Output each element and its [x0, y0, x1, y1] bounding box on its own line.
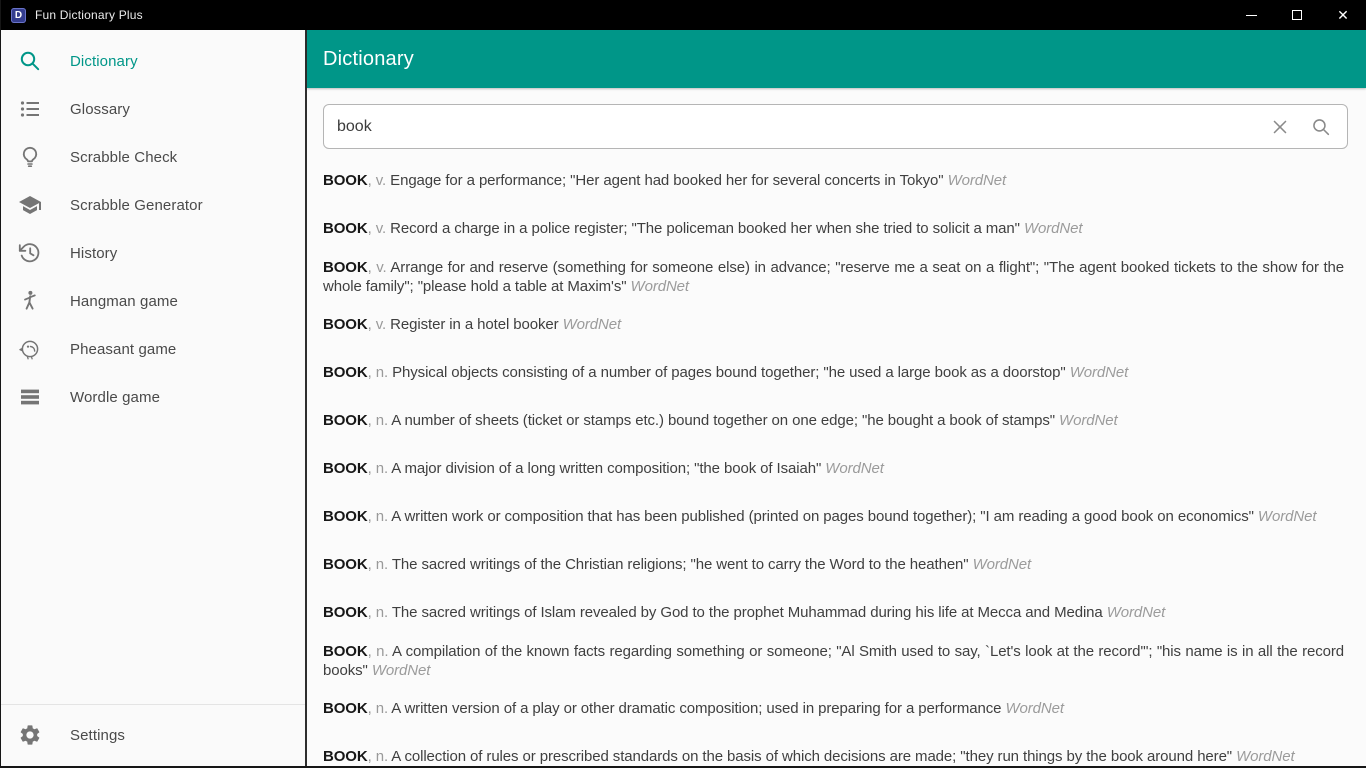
- entry-pos: , n.: [367, 748, 392, 766]
- entry-definition: Physical objects consisting of a number of pages bound together; "he used a large book as a doorstop": [392, 364, 1070, 382]
- entry-source: WordNet: [371, 662, 431, 679]
- entry-pos: , v.: [367, 258, 391, 276]
- history-icon: [18, 241, 42, 265]
- sidebar-item-label: Scrabble Check: [70, 148, 178, 166]
- definition-entry: [323, 685, 1344, 733]
- entry-pos: , v.: [367, 172, 391, 190]
- minimize-icon: [1246, 15, 1257, 16]
- entry-word: BOOK: [323, 316, 368, 334]
- sidebar-item-settings[interactable]: [1, 711, 305, 759]
- entry-pos: , n.: [367, 700, 392, 718]
- entry-definition: Register in a hotel booker: [390, 316, 563, 334]
- person-icon: [18, 289, 42, 313]
- entry-word: BOOK: [323, 172, 368, 190]
- sidebar-item-label: Settings: [70, 726, 125, 744]
- gear-icon: [18, 723, 42, 747]
- sidebar-item-scrabble-generator[interactable]: [1, 181, 305, 229]
- entry-word: BOOK: [323, 604, 368, 622]
- window-title: Fun Dictionary Plus: [35, 8, 143, 22]
- page-header: [307, 30, 1366, 88]
- definition-entry: [323, 205, 1344, 253]
- entry-word: BOOK: [323, 412, 368, 430]
- entry-pos: , v.: [367, 220, 391, 238]
- app-icon: D: [11, 8, 26, 23]
- grad-icon: [18, 193, 42, 217]
- entry-source: WordNet: [1023, 220, 1083, 238]
- entry-definition: The sacred writings of the Christian religions; "he went to carry the Word to the heathen": [391, 556, 973, 574]
- sidebar-item-pheasant-game[interactable]: [1, 325, 305, 373]
- sidebar: [1, 30, 307, 766]
- maximize-button[interactable]: [1274, 0, 1320, 30]
- clear-icon[interactable]: [1269, 116, 1291, 138]
- sidebar-item-hangman-game[interactable]: [1, 277, 305, 325]
- entry-definition: A written version of a play or other dramatic composition; used in preparing for a performance: [391, 700, 1006, 718]
- sidebar-item-label: Pheasant game: [70, 340, 177, 358]
- entry-source: WordNet: [1069, 364, 1129, 382]
- entry-pos: , n.: [367, 604, 392, 622]
- bars-icon: [18, 385, 42, 409]
- definition-entry: [323, 637, 1344, 685]
- sidebar-item-scrabble-check[interactable]: [1, 133, 305, 181]
- entry-source: WordNet: [630, 278, 689, 295]
- sidebar-item-dictionary[interactable]: [1, 37, 305, 85]
- definition-entry: [323, 301, 1344, 349]
- list-icon: [18, 97, 42, 121]
- entry-definition: A major division of a long written composition; "the book of Isaiah": [391, 460, 826, 478]
- entry-pos: , n.: [367, 508, 392, 526]
- sidebar-item-label: Wordle game: [70, 388, 161, 406]
- minimize-button[interactable]: [1228, 0, 1274, 30]
- sidebar-item-label: Glossary: [70, 100, 130, 118]
- entry-word: BOOK: [323, 748, 368, 766]
- entry-source: WordNet: [825, 460, 884, 478]
- search-input[interactable]: [337, 118, 1269, 136]
- entry-definition: A number of sheets (ticket or stamps etc.) bound together on one edge; "he bought a book of stamps": [391, 412, 1060, 430]
- bird-icon: [18, 337, 42, 361]
- sidebar-nav: [1, 30, 305, 704]
- entry-source: WordNet: [972, 556, 1032, 574]
- sidebar-item-label: Dictionary: [70, 52, 138, 70]
- entry-definition: A written work or composition that has been published (printed on pages bound together); "I am reading a good book on economics": [391, 508, 1258, 526]
- entry-pos: , n.: [367, 556, 392, 574]
- page-title: Dictionary: [323, 47, 414, 70]
- entry-word: BOOK: [323, 258, 368, 276]
- bulb-icon: [18, 145, 42, 169]
- sidebar-item-history[interactable]: [1, 229, 305, 277]
- definition-entry: [323, 493, 1344, 541]
- entry-definition: Arrange for and reserve (something for someone else) in advance; "reserve me a seat on a flight"; "The agent booked tickets to the show for the whole family"; "please hold a table at Maxim's": [323, 258, 1344, 295]
- close-button[interactable]: [1320, 0, 1366, 30]
- entry-source: WordNet: [1059, 412, 1118, 430]
- entry-source: WordNet: [1236, 748, 1295, 766]
- definition-entry: [323, 445, 1344, 493]
- content-area: [307, 30, 1366, 766]
- entry-pos: , n.: [367, 412, 392, 430]
- sidebar-footer: [1, 704, 305, 766]
- close-icon: ✕: [1337, 7, 1349, 23]
- entry-pos: , n.: [367, 642, 393, 660]
- maximize-icon: [1292, 10, 1302, 20]
- definition-entry: [323, 541, 1344, 589]
- entry-source: WordNet: [1005, 700, 1064, 718]
- entry-word: BOOK: [323, 220, 368, 238]
- search-box: [323, 104, 1348, 149]
- entry-definition: Engage for a performance; "Her agent had booked her for several concerts in Tokyo": [390, 172, 948, 190]
- entry-word: BOOK: [323, 460, 368, 478]
- definition-entry: [323, 253, 1344, 301]
- sidebar-item-label: Scrabble Generator: [70, 196, 203, 214]
- entry-definition: A compilation of the known facts regarding something or someone; "Al Smith used to say, `Let's look at the record'"; "his name is in all the record books": [323, 642, 1344, 679]
- definition-list: [307, 149, 1366, 766]
- definition-entry: [323, 397, 1344, 445]
- entry-definition: Record a charge in a police register; "The policeman booked her when she tried to solicit a man": [390, 220, 1024, 238]
- entry-pos: , v.: [367, 316, 391, 334]
- entry-word: BOOK: [323, 700, 368, 718]
- entry-source: WordNet: [1106, 604, 1166, 622]
- entry-word: BOOK: [323, 642, 368, 660]
- definition-entry: [323, 733, 1344, 766]
- entry-word: BOOK: [323, 556, 368, 574]
- entry-word: BOOK: [323, 364, 368, 382]
- definition-entry: [323, 589, 1344, 637]
- definition-entry: [323, 349, 1344, 397]
- entry-source: WordNet: [947, 172, 1007, 190]
- definition-entry: [323, 157, 1344, 205]
- titlebar: [1, 0, 1366, 30]
- sidebar-item-wordle-game[interactable]: [1, 373, 305, 421]
- sidebar-item-label: History: [70, 244, 118, 262]
- entry-definition: The sacred writings of Islam revealed by God to the prophet Muhammad during his life at Mecca and Medina: [391, 604, 1107, 622]
- entry-word: BOOK: [323, 508, 368, 526]
- sidebar-item-glossary[interactable]: [1, 85, 305, 133]
- entry-source: WordNet: [1257, 508, 1317, 526]
- search-row: [323, 104, 1348, 149]
- entry-pos: , n.: [367, 364, 393, 382]
- entry-definition: A collection of rules or prescribed standards on the basis of which decisions are made; "they run things by the book around here": [391, 748, 1237, 766]
- search-icon: [18, 49, 42, 73]
- entry-pos: , n.: [367, 460, 392, 478]
- sidebar-item-label: Hangman game: [70, 292, 178, 310]
- search-icon[interactable]: [1310, 116, 1332, 138]
- entry-source: WordNet: [562, 316, 622, 334]
